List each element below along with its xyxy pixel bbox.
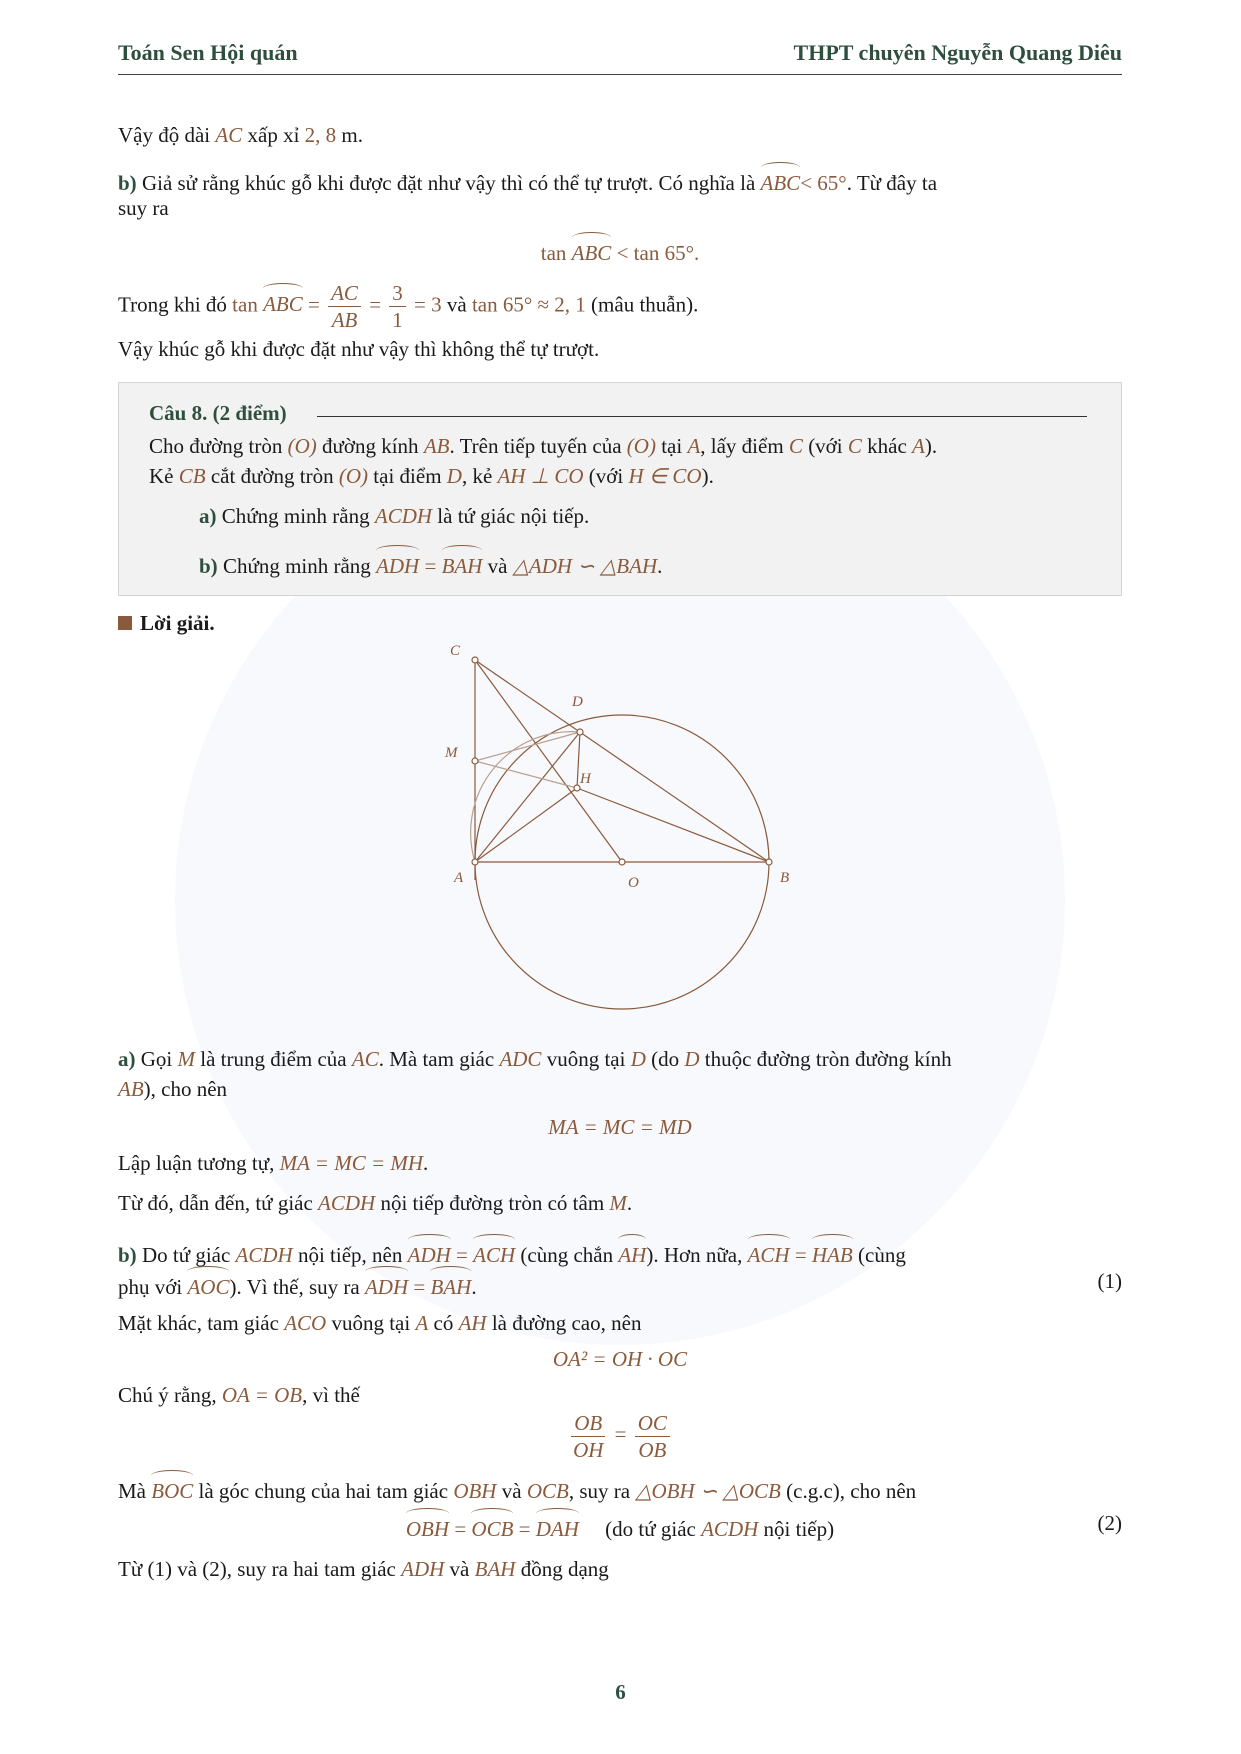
solution-b-equation-1: OA² = OH · OC [552, 1347, 688, 1371]
solution-b-line-5: Mà BOC là góc chung của hai tam giác OBH và OCB, suy ra △OBH ∽ △OCB (c.g.c), cho nên [118, 1470, 1122, 1506]
question-part-b: b) Chứng minh rằng ADH = BAH và △ADH ∽ △BAH. [199, 545, 662, 581]
segment-CB [475, 660, 769, 862]
point-B [766, 859, 772, 865]
prev-conclusion: Vậy khúc gỗ khi được đặt như vậy thì không thể tự trượt. [118, 337, 600, 361]
point-O [619, 859, 625, 865]
question-line-2: Kẻ CB cắt đường tròn (O) tại điểm D, kẻ AH ⊥ CO (với H ∈ CO). [149, 464, 714, 488]
question-part-a: a) Chứng minh rằng ACDH là tứ giác nội tiếp. [199, 504, 590, 528]
solution-b-line-6: Từ (1) và (2), suy ra hai tam giác ADH và BAH đồng dạng [118, 1557, 609, 1581]
question-rule [317, 416, 1087, 417]
label-O: O [628, 875, 639, 891]
solution-b-line-3: Mặt khác, tam giác ACO vuông tại A có AH là đường cao, nên [118, 1311, 642, 1335]
segment-MD [475, 732, 580, 761]
solution-b-line-4: Chú ý rằng, OA = OB, vì thế [118, 1383, 360, 1407]
label-C: C [450, 643, 461, 659]
prev-line-4: Trong khi đó tan ABC = $\frac{AC}{AB}$ = $\frac{3}{1}$ = 3 và tan 65° ≈ 2, 1 (mâu thuẫn). [118, 281, 699, 332]
prev-line-3: suy ra [118, 196, 169, 220]
segment-HB [577, 788, 769, 862]
header-left: Toán Sen Hội quán [118, 40, 298, 65]
label-M: M [445, 745, 458, 761]
solution-b-line-1: b) Do tứ giác ACDH nội tiếp, nên ADH = ACH (cùng chắn AH). Hơn nữa, ACH = HAB (cùng [118, 1234, 1122, 1270]
prev-line-1: Vậy độ dài AC xấp xỉ 2, 8 m. [118, 123, 363, 147]
solution-a-line-3: Lập luận tương tự, MA = MC = MH. [118, 1151, 429, 1175]
solution-a-equation: MA = MC = MD [548, 1115, 692, 1139]
point-C [472, 657, 478, 663]
label-D: D [572, 694, 583, 710]
solution-heading: Lời giải. [118, 608, 1122, 638]
solution-a-line-1: a) Gọi M là trung điểm của AC. Mà tam giác ADC vuông tại D (do D thuộc đường tròn đường kính [118, 1047, 952, 1071]
prev-equation-1: tan ABC < tan 65°. [118, 232, 1122, 268]
prev-line-2: b) Giả sử rằng khúc gỗ khi được đặt như vậy thì có thể tự trượt. Có nghĩa là ABC< 65°. Từ đây ta [118, 162, 1122, 198]
label-B: B [780, 870, 790, 886]
point-A [472, 859, 478, 865]
question-title: Câu 8. (2 điểm) [149, 401, 287, 425]
solution-square-icon [118, 616, 132, 630]
geometry-figure [430, 640, 810, 1020]
solution-b-equation-2: OBH = OCB = DAH (do tứ giác ACDH nội tiếp) (2) [118, 1508, 1122, 1544]
solution-a-line-2: AB), cho nên [118, 1077, 228, 1101]
point-D [577, 729, 583, 735]
question-line-1: Cho đường tròn (O) đường kính AB. Trên tiếp tuyến của (O) tại A, lấy điểm C (với C khác A). [149, 434, 938, 458]
segment-CO [475, 660, 622, 862]
page-number: 6 [615, 1680, 626, 1704]
question-box [118, 382, 1122, 596]
header-right: THPT chuyên Nguyễn Quang Diêu [793, 40, 1122, 65]
solution-a-line-4: Từ đó, dẫn đến, tứ giác ACDH nội tiếp đường tròn có tâm M. [118, 1191, 633, 1215]
point-M [472, 758, 478, 764]
solution-b-line-2: phụ với AOC). Vì thế, suy ra ADH = BAH. (1) [118, 1266, 1122, 1302]
page-header [118, 40, 1122, 75]
label-A: A [454, 870, 464, 886]
solution-b-ratio: $\frac{OB}{OH}$ = $\frac{OC}{OB}$ [118, 1404, 1122, 1464]
segment-MH [475, 761, 577, 788]
label-H: H [580, 771, 591, 787]
